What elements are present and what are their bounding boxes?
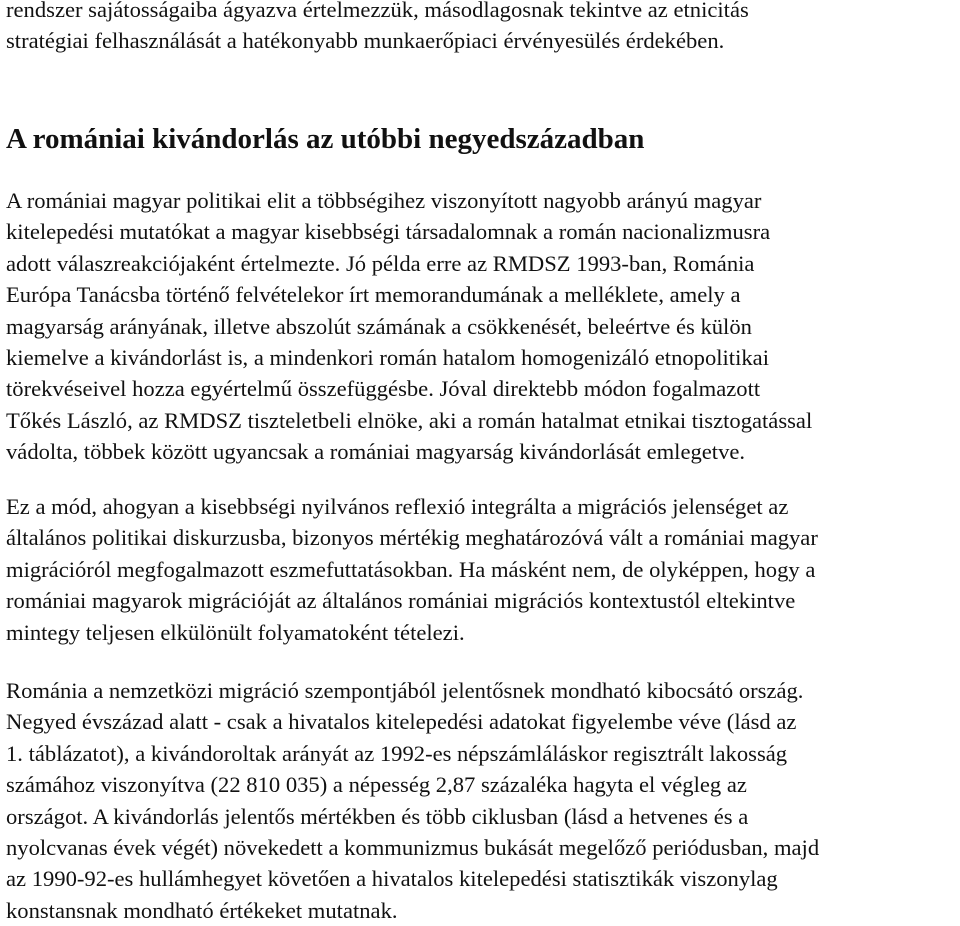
text-line: stratégiai felhasználását a hatékonyabb munkaerőpiaci érvényesülés érdekében. [6, 28, 725, 54]
text-line: kiemelve a kivándorlást is, a mindenkori román hatalom homogenizáló etnopolitikai [6, 345, 769, 371]
text-line: általános politikai diskurzusba, bizonyos mértékig meghatározóvá vált a romániai magyar [6, 525, 818, 551]
text-line: országot. A kivándorlás jelentős mértékben és több ciklusban (lásd a hetvenes és a [6, 803, 749, 829]
text-line: rendszer sajátosságaiba ágyazva értelmezzük, másodlagosnak tekintve az etnicitás [6, 0, 749, 22]
text-line: mintegy teljesen elkülönült folyamatoként tételezi. [6, 619, 465, 645]
text-line: A romániai magyar politikai elit a többségihez viszonyított nagyobb arányú magyar [6, 188, 762, 213]
text-line: Tőkés László, az RMDSZ tiszteletbeli elnöke, aki a román hatalmat etnikai tisztogatással [6, 407, 813, 433]
paragraph-public-reflection [0, 491, 954, 648]
text-line: Románia a nemzetközi migráció szempontjából jelentősnek mondható kibocsátó ország. [6, 678, 804, 703]
text-line: migrációról megfogalmazott eszmefuttatásokban. Ha másként nem, de olyképpen, hogy a [6, 556, 816, 582]
text-line: romániai magyarok migrációját az általános romániai migrációs kontextustól eltekintve [6, 588, 796, 614]
text-line: az 1990-92-es hullámhegyet követően a hivatalos kitelepedési statisztikák viszonylag [6, 866, 778, 892]
text-line: Ez a mód, ahogyan a kisebbségi nyilvános reflexió integrálta a migrációs jelenséget az [6, 494, 789, 519]
text-line: adott válaszreakciójaként értelmezte. Jó példa erre az RMDSZ 1993-ban, Románia [6, 250, 755, 276]
intro-paragraph [0, 0, 954, 57]
paragraph-elite-interpretation [0, 185, 954, 468]
text-line: 1. táblázatot), a kivándoroltak arányát az 1992-es népszámláláskor regisztrált lakosság [6, 740, 788, 766]
text-line: konstansnak mondható értékeket mutatnak. [6, 897, 398, 923]
text-line: magyarság arányának, illetve abszolút számának a csökkenését, beleértve és külön [6, 313, 752, 339]
text-line: törekvéseivel hozza egyértelmű összefüggésbe. Jóval direktebb módon fogalmazott [6, 376, 761, 402]
text-line: Európa Tanácsba történő felvételekor írt memorandumának a melléklete, amely a [6, 282, 741, 308]
section-heading: A romániai kivándorlás az utóbbi negyedszázadban [6, 123, 645, 155]
paragraph-emigration-statistics [0, 675, 954, 926]
text-line: vádolta, többek között ugyancsak a romániai magyarság kivándorlását emlegetve. [6, 439, 746, 465]
text-line: kitelepedési mutatókat a magyar kisebbségi társadalomnak a román nacionalizmusra [6, 219, 771, 245]
text-line: számához viszonyítva (22 810 035) a népesség 2,87 százaléka hagyta el végleg az [6, 772, 747, 798]
text-line: nyolcvanas évek végét) növekedett a kommunizmus bukását megelőző periódusban, majd [6, 835, 820, 861]
text-line: Negyed évszázad alatt - csak a hivatalos kitelepedési adatokat figyelembe véve (lásd az [6, 709, 797, 735]
